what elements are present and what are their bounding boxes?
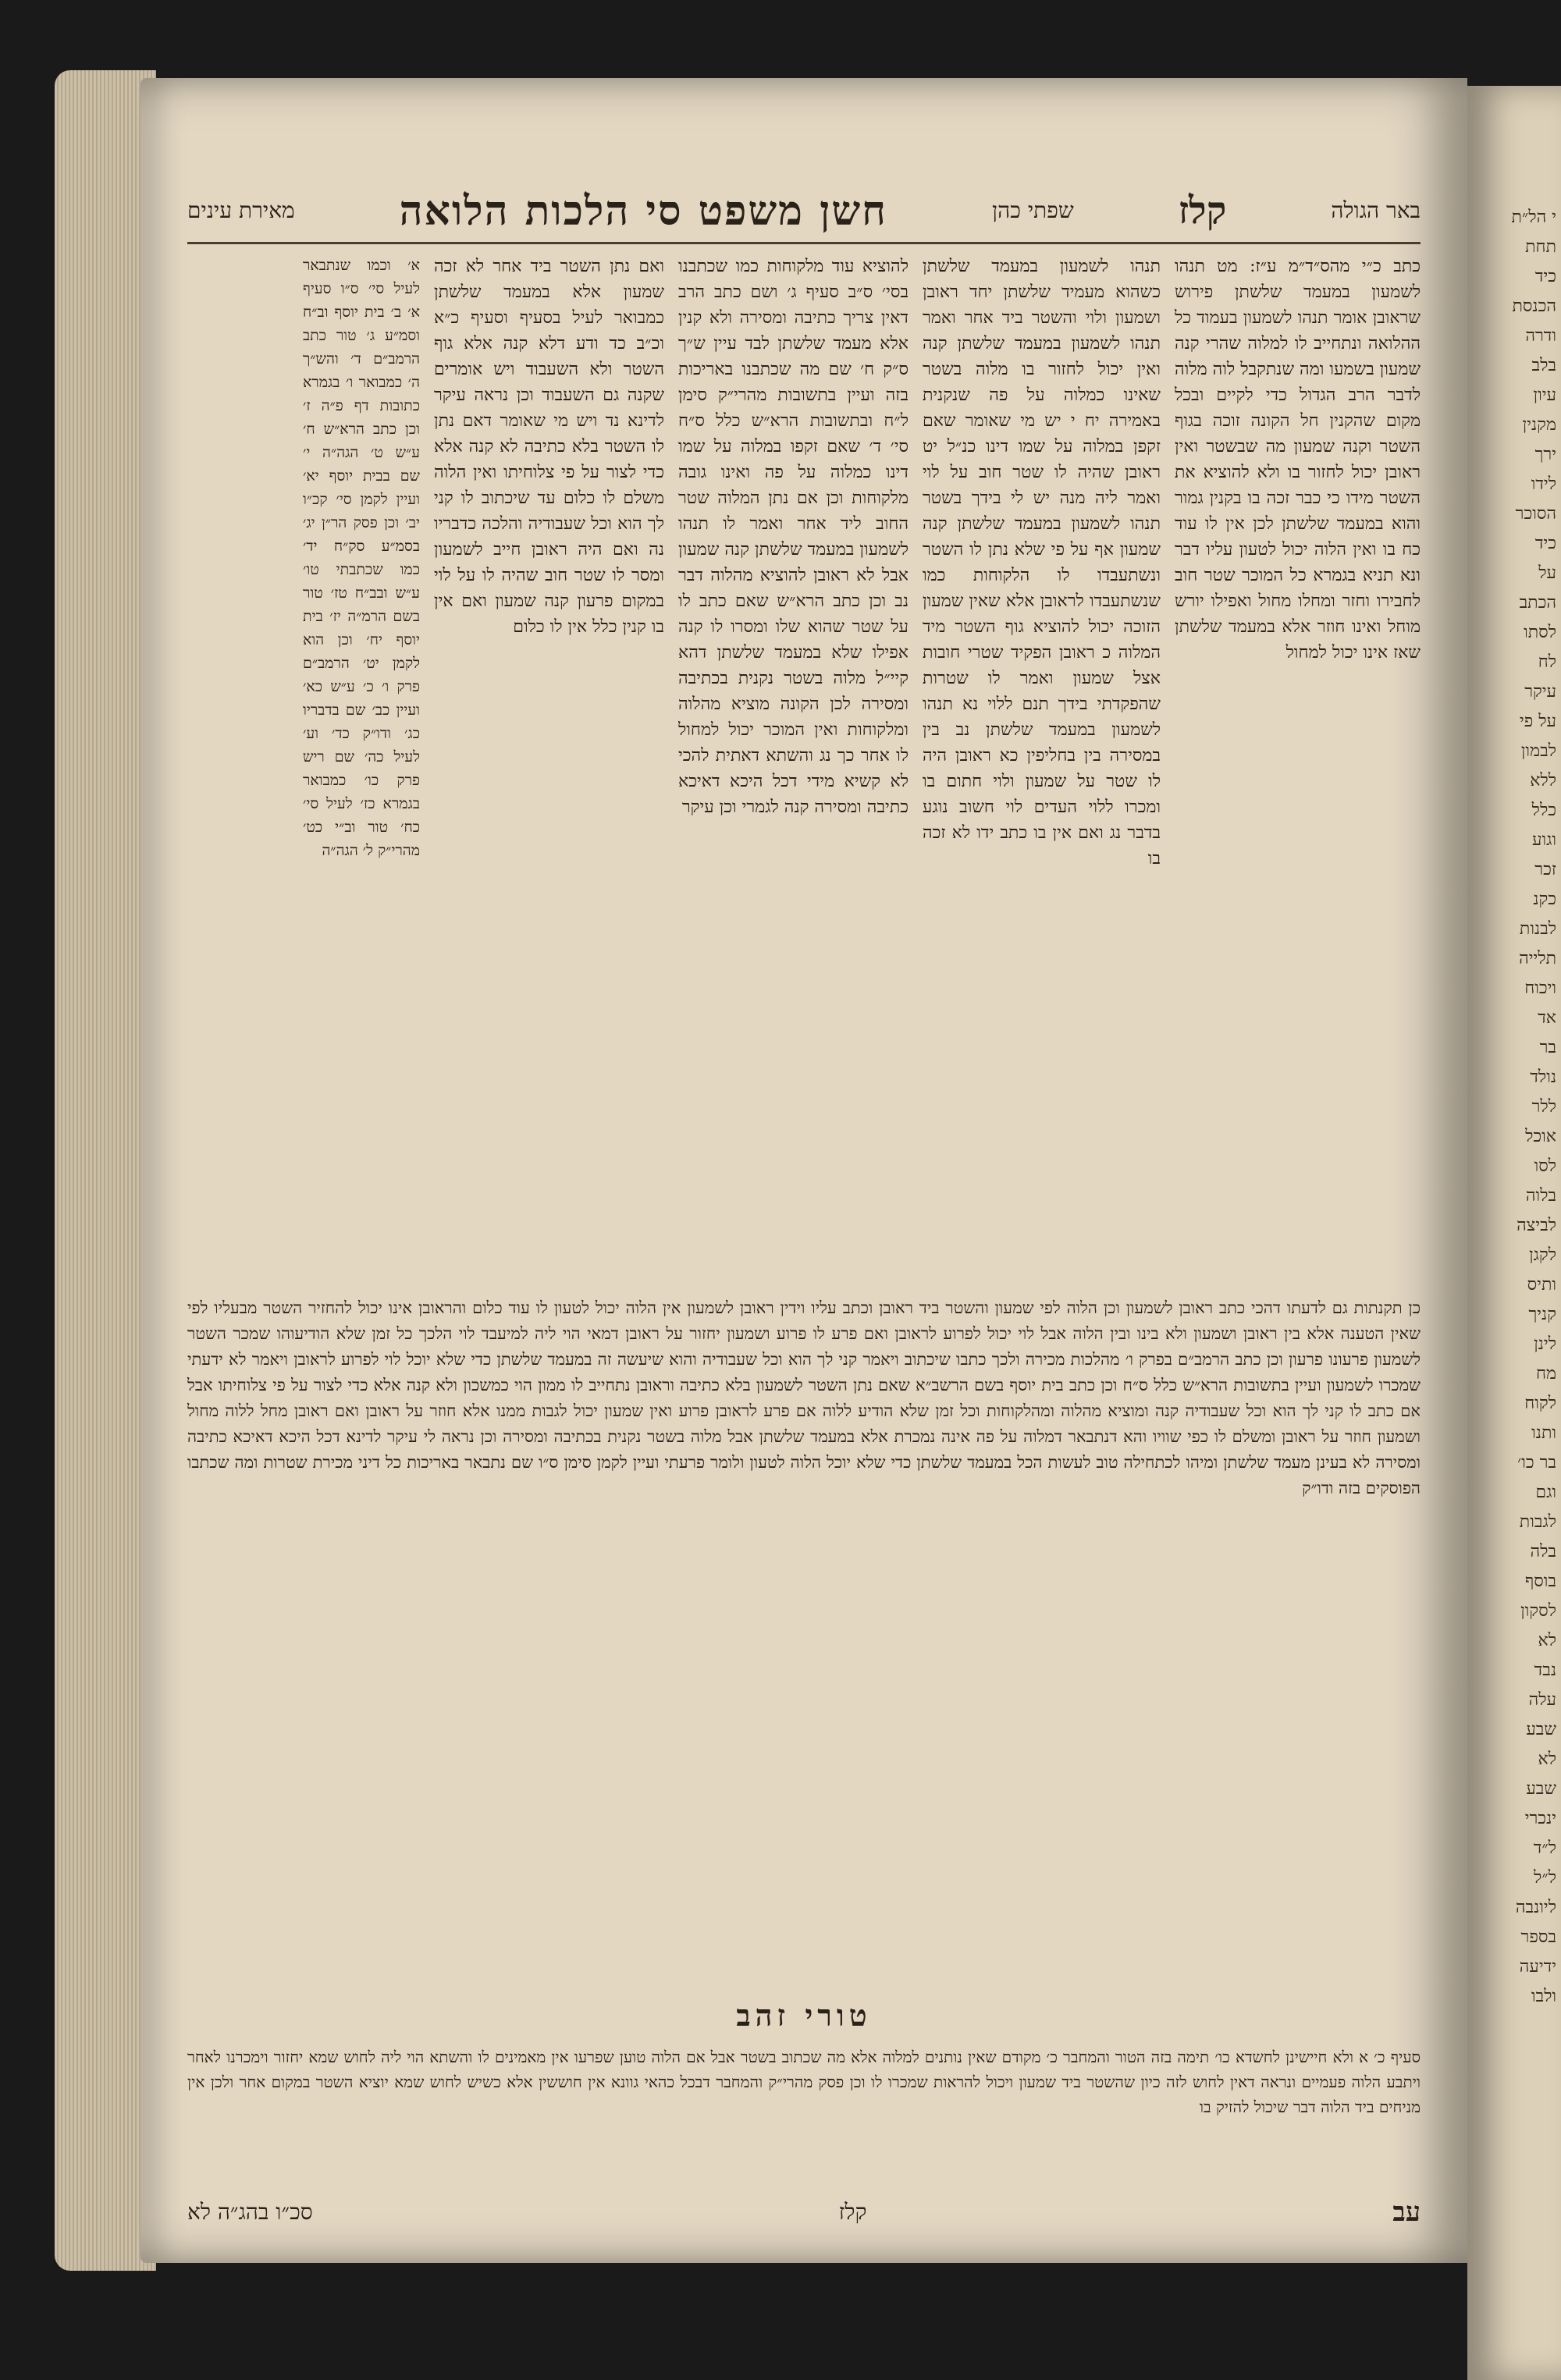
- next-page-line: לסו: [1534, 1156, 1556, 1176]
- next-page-line: וגם: [1535, 1483, 1556, 1502]
- next-page-line: לסקון: [1520, 1601, 1556, 1621]
- next-page-line: וגוע: [1532, 830, 1556, 850]
- next-page-line: לביצה: [1517, 1216, 1556, 1235]
- right-page-edge: [1467, 86, 1561, 2380]
- book: [55, 62, 1561, 2275]
- next-page-line: לסתו: [1524, 623, 1556, 642]
- column-text: ואם נתן השטר ביד אחר לא זכה שמעון אלא במעמד שלשתן כמבואר לעיל בסעיף וסעיף כ״א וכ״ב כד ודע דלא קנה אלא גוף השטר ולא השעבוד ויש אומרים שקנה גם השעבוד וכן נראה עיקר לדינא נד ויש מי שאומר דאם נתן לו השטר בלא כתיבה לא קנה אלא כדי לצור על פי צלוחיתו ואין הלוה משלם לו כלום עד שיכתוב לו קני לך הוא וכל שעבודיה והלכה כדבריו נה ואם היה ראובן חייב לשמעון ומסר לו שטר חוב שהיה לו על לוי במקום פרעון קנה שמעון ואם אין בו קנין כלל אין לו כלום: [434, 257, 664, 637]
- next-page-line: ינכרי: [1524, 1809, 1556, 1828]
- next-page-line: תלייה: [1519, 949, 1556, 968]
- main-commentary-block: [187, 1295, 1421, 1998]
- next-page-line: בוסף: [1524, 1572, 1556, 1591]
- next-page-line: לבנות: [1519, 919, 1556, 939]
- shach-label: שפתי כהן: [991, 197, 1074, 223]
- running-head: [187, 179, 1421, 244]
- folio-number: קלז: [838, 2199, 867, 2225]
- main-commentary-text: כן תקנתות גם לדעתו דהכי כתב ראובן לשמעון וכן הלוה לפי שמעון והשטר ביד ראובן וכתב עליו וידין ראובן לשמעון אין הלוה יכול לטעון לו עוד כלום והראובן אינו יכול להחזיר השטר מבעליו לפי שאין הטענה אלא בין ראובן ושמעון ולא בינו ובין הלוה אבל לוי יכול לפרוע לראובן ואם פרע לו פרוע ושמעון יחזור על ראובן דמאי הוי ליה למיעבד לוי הלכך כל זמן שלא הודיעוהו שמכר השטר לשמעון פרעונו פרעון וכן כתב הרמב״ם בפרק ו׳ מהלכות מכירה ולכך כתבו שיכתוב ויאמר קני לך הוא וכל שעבודיה והוא שיעשה זה במעמד שלשתן כדי שלא יוכל לוי לפרוע לראובן ויאמר לא ידעתי שמכרו לשמעון ועיין בתשובות הרא״ש כלל ס״ח וכן כתב בית יוסף בשם הרשב״א שאם נתן השטר לשמעון בלא כתיבה וראובן נתחייב לו ממון הוי כמשכון ולא קנה אלא כדי לצור על פי צלוחיתו אבל אם כתב לו קני לך הוא וכל שעבודיה קנה ומוציא מהלוה ומהלקוחות וכל זמן שלא הודיע ללוה אם פרע לראובן פרוע ואין שמעון יכול לגבות ממנו אלא חוזר על ראובן ואם ראובן מחל ללוה מחול ושמעון חוזר על ראובן ומשלם לו כפי שוויו והא דנתבאר דמלוה על פה אינה נמכרת אלא במעמד שלשתן אבל מלוה בשטר נקנית בכתיבה ומסירה וכן נראה לי עיקר לדינא דכל היכא דאיכא כתיבה ומסירה לא בעינן מעמד שלשתן ומיהו לכתחילה טוב לעשות הכל במעמד שלשתן כדי שלא יוכל הלוה לטעון ולומר פרעתי ועיין לקמן סימן ס״ו שם נתבאר באריכות כל דיני מכירת שטרות ומה שכתבו הפוסקים בזה ודו״ק: [187, 1298, 1421, 1497]
- commentary-columns: [187, 254, 1421, 1315]
- next-page-line: שבע: [1526, 1779, 1556, 1799]
- next-page-line: עלה: [1528, 1690, 1556, 1710]
- leaf-number: קלז: [1178, 189, 1227, 233]
- column-shach: [678, 254, 909, 1315]
- column-shulchan-aruch: [923, 254, 1161, 1315]
- column-meirat-einayim: [1175, 254, 1421, 1315]
- next-page-line: נבד: [1534, 1661, 1556, 1680]
- next-page-line: עיון: [1533, 385, 1556, 405]
- next-page-line: ידיעה: [1519, 1957, 1556, 1977]
- next-page-line: ללא: [1530, 771, 1556, 790]
- next-page-line: בלב: [1531, 356, 1556, 375]
- footer-line: [187, 2193, 1421, 2232]
- column-beer-hagolah: [303, 254, 420, 1315]
- next-page-line: ליונבה: [1515, 1898, 1556, 1917]
- beer-hagolah-label: באר הגולה: [1331, 197, 1421, 223]
- next-page-line: מח: [1535, 1364, 1556, 1384]
- next-page-line: לקגן: [1529, 1245, 1556, 1265]
- next-page-line: לבמון: [1520, 741, 1556, 761]
- next-page-line: נולד: [1530, 1067, 1556, 1087]
- next-page-line: ותנו: [1531, 1423, 1556, 1443]
- next-page-line: בלה: [1530, 1542, 1556, 1561]
- next-page-line: בר: [1539, 1038, 1556, 1057]
- next-page-line: הכתב: [1519, 593, 1556, 613]
- page-title: חשן משפט סי הלכות הלואה: [399, 186, 887, 235]
- column-shach-cont: [434, 254, 664, 1315]
- next-page-line: ולבו: [1531, 1987, 1556, 2006]
- next-page-line: אוכל: [1525, 1127, 1556, 1146]
- taz-heading: טורי זהב: [736, 1998, 872, 2033]
- next-page-line: קניך: [1528, 1305, 1556, 1324]
- next-page-line: אד: [1538, 1008, 1556, 1028]
- next-page-line: י הל״ת: [1511, 208, 1556, 227]
- next-page-line: לידו: [1531, 474, 1556, 494]
- next-page-line: שבע: [1526, 1720, 1556, 1739]
- next-page-line: ירך: [1534, 445, 1556, 464]
- next-page-line: ל״ל: [1534, 1868, 1556, 1888]
- next-page-line: לא: [1538, 1749, 1556, 1769]
- next-page-line: כיד: [1534, 267, 1556, 286]
- next-page-line: הסוכר: [1515, 504, 1556, 524]
- column-text: כתב כ״י מהס״ד״מ ע״ז: מט תנהו לשמעון במעמד שלשתן פירוש שראובן אומר תנהו לשמעון בעמוד כל ההלואה ונתחייב לו למלוה שהרי קנה שמעון בשמעו ומה שנתקבל לוה מלוה לדבר הרב הגדול כדי לקיים ובכל מקום שהקנין חל הקונה זוכה בגוף השטר וקנה שמעון מה שבשטר ואין ראובן יכול לחזור בו ולא להוציא את השטר מידו כי כבר זכה בו בקנין גמור והוא במעמד שלשתן לכן אין לו עוד כח בו ואין הלוה יכול לטעון עליו דבר ונא תניא בגמרא כל המוכר שטר חוב לחבירו וחזר ומחלו מחול ואפילו יורש מוחל ואינו חוזר אלא במעמד שלשתן שאז אינו יכול למחול: [1175, 257, 1421, 662]
- signature-note: סכ״ו בהג״ה לא: [187, 2199, 313, 2225]
- next-page-line: זכר: [1534, 860, 1556, 879]
- next-page-line: ל״ד: [1533, 1838, 1556, 1858]
- next-page-line: ודרה: [1525, 326, 1556, 346]
- column-text: להוציא עוד מלקוחות כמו שכתבנו בסי׳ ס״ב סעיף ג׳ ושם כתב הרב דאין צריך כתיבה ומסירה ולא קנין אלא מעמד שלשתן לבד עיין ש״ך ס״ק ח׳ שם מה שכתבנו באריכות בזה ועיין בתשובות מהרי״ק סימן ל״ח ובתשובות הרא״ש כלל ס״ח סי׳ ד׳ שאם זקפו במלוה על שמו דינו כמלוה על פה ואינו גובה מלקוחות וכן אם נתן המלוה שטר החוב ליד אחר ואמר לו תנהו לשמעון במעמד שלשתן קנה שמעון אבל לא ראובן להוציא מהלוה דבר נב וכן כתב הרא״ש שאם כתב לו על שטר שהוא שלו ומסרו לו קנה אפילו שלא במעמד שלשתן דהא קיי״ל מלוה בשטר נקנית בכתיבה ומסירה לכן הקונה מוציא מהלוה ומלקוחות ואין המוכר יכול למחול לו אחר כך נג והשתא דאתית להכי לא קשיא מידי דכל היכא דאיכא כתיבה ומסירה קנה לגמרי וכן עיקר: [678, 257, 909, 817]
- meirat-einayim-label: מאירת עינים: [187, 197, 295, 223]
- left-page: [140, 78, 1467, 2263]
- taz-text: [187, 2044, 1421, 2185]
- column-text: א׳ וכמו שנתבאר לעיל סי׳ ס״ו סעיף א׳ ב׳ בית יוסף וב״ח וסמ״ע ג׳ טור כתב הרמב״ם ד׳ והש״ך ה׳ כמבואר ו׳ בגמרא כתובות דף פ״ה ז׳ וכן כתב הרא״ש ח׳ ע״ש ט׳ הגה״ה י׳ שם בבית יוסף יא׳ ועיין לקמן סי׳ קכ״ו יב׳ וכן פסק הר״ן יג׳ בסמ״ע סק״ח יד׳ כמו שכתבתי טו׳ ע״ש ובב״ח טז׳ טור בשם הרמ״ה יז׳ בית יוסף יח׳ וכן הוא לקמן יט׳ הרמב״ם פרק ו׳ כ׳ ע״ש כא׳ ועיין כב׳ שם בדבריו כג׳ ודו״ק כד׳ וע׳ לעיל כה׳ שם ריש פרק כו׳ כמבואר בגמרא כז׳ לעיל סי׳ כח׳ טור וב״י כט׳ מהרי״ק ל׳ הגה״ה: [303, 257, 420, 859]
- next-page-line: הכנסת: [1512, 297, 1556, 316]
- column-text: תנהו לשמעון במעמד שלשתן כשהוא מעמיד שלשתן יחד ראובן ושמעון ולוי והשטר ביד אחר ואמר תנהו לשמעון במעמד שלשתן קנה ואין יכול לחזור בו מלוה בשטר שאינו כמלוה על פה שנקנית באמירה יח י יש מי שאומר שאם זקפן במלוה על שמו דינו כנ״ל יט ראובן שהיה לו שטר חוב על לוי ואמר ליה מנה יש לי בידך בשטר תנהו לשמעון במעמד שלשתן קנה שמעון אף על פי שלא נתן לו השטר ונשתעבדו לו הלקוחות כמו שנשתעבדו לראובן אלא שאין שמעון הזוכה יכול להוציא גוף השטר מיד המלוה כ ראובן הפקיד שטרי חובות אצל שמעון ואמר לו שטרות שהפקדתי בידך תנם ללוי נא תנהו לשמעון במעמד שלשתן נב בין במסירה בין בחליפין כא ראובן היה לו שטר על שמעון ולוי חתום בו ומכרו ללוי העדים לוי חשוב נוגע בדבר נג ואם אין בו כתב ידו לא זכה בו: [923, 257, 1161, 869]
- next-page-line: לח: [1538, 652, 1556, 672]
- next-page-line: בר כו׳: [1517, 1453, 1556, 1472]
- next-page-line: מקנין: [1522, 415, 1556, 435]
- next-page-line: ותיס: [1527, 1275, 1556, 1295]
- next-page-line: לא: [1538, 1631, 1556, 1650]
- next-page-line: כקנ: [1533, 890, 1556, 909]
- next-page-line: לקוח: [1524, 1394, 1556, 1413]
- next-page-line: ויכוח: [1524, 979, 1556, 998]
- next-page-line: תחת: [1525, 237, 1556, 257]
- taz-body: סעיף כ׳ א ולא חיישינן לחשדא כו׳ תימה בזה הטור והמחבר כ׳ מקודם שאין נותנים למלוה אלא מה שכתוב בשטר אבל אם הלוה טוען שפרעו אין מאמינים לו והשתא הוי ליה לחוש שמא יחזור וימכרנו לאחר ויתבע הלוה פעמיים ונראה דאין לחוש לזה כיון שהשטר ביד שמעון ויכול להראות שמכרו לו וכן פסק מהרי״ק והמחבר דבכל כהאי גוונא אין חוששין אלא כשיש לחוש שמא יוציא השטר במקום אחר ולכן אין מניחים ביד הלוה דבר שיכול להזיק בו: [187, 2048, 1421, 2116]
- next-page-line: בלוה: [1525, 1186, 1556, 1206]
- next-page-line: בספר: [1520, 1927, 1556, 1947]
- next-page-line: על: [1538, 563, 1556, 583]
- next-page-line: לגבות: [1519, 1512, 1556, 1532]
- next-page-line: לינן: [1534, 1334, 1556, 1354]
- catchword: עב: [1392, 2197, 1421, 2228]
- next-page-line: עיקר: [1524, 682, 1556, 702]
- next-page-line: ללר: [1531, 1097, 1556, 1117]
- next-page-line: על פי: [1519, 712, 1556, 731]
- next-page-line: כיד: [1534, 534, 1556, 553]
- next-page-line: כלל: [1531, 801, 1556, 820]
